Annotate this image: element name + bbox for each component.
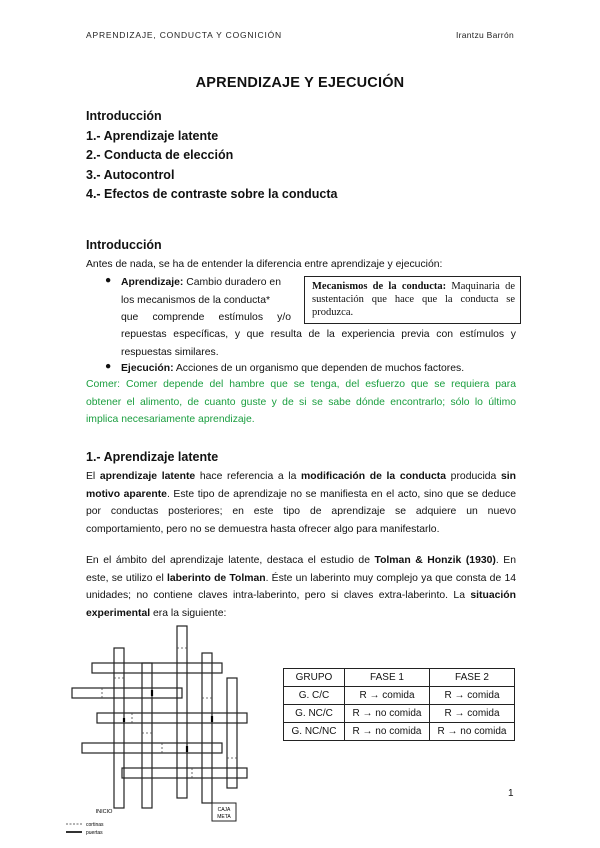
bold-run: situación experimental bbox=[86, 590, 516, 619]
bold-run: sin motivo aparente bbox=[86, 471, 516, 500]
start-label: INICIO bbox=[95, 809, 113, 815]
aprendizaje-text-rest bbox=[121, 326, 516, 361]
aprendizaje-term: Aprendizaje: bbox=[121, 277, 184, 288]
ejecucion-term: Ejecución: bbox=[121, 363, 174, 374]
toc-item: 4.- Efectos de contraste sobre la conducta bbox=[86, 187, 338, 201]
text-run: . Éste un laberinto muy complejo ya que consta de 14 unidades; no contiene claves intra-laberinto, pero si claves extra-laberinto. La bbox=[86, 572, 516, 602]
header-right: Irantzu Barrón bbox=[455, 30, 514, 40]
definition-term: Mecanismos de la conducta: bbox=[312, 281, 447, 292]
aprendizaje-text-5: respuestas similares. bbox=[121, 346, 219, 358]
example-line-3: implica necesariamente aprendizaje. bbox=[86, 414, 255, 426]
aprendizaje-text-1: Cambio duradero en bbox=[183, 277, 281, 288]
table-cell: R → comida bbox=[430, 687, 515, 705]
toc-item: 1.- Aprendizaje latente bbox=[86, 128, 219, 143]
table-row bbox=[284, 723, 515, 741]
bold-run: modificación de la conducta bbox=[301, 471, 447, 482]
aprendizaje-text-2: los mecanismos de la conducta* bbox=[121, 294, 271, 306]
ejecucion-definition bbox=[121, 360, 516, 378]
definition-box bbox=[304, 276, 521, 324]
toc-item: 3.- Autocontrol bbox=[86, 167, 175, 182]
header-left: APRENDIZAJE, CONDUCTA Y COGNICIÓN bbox=[86, 30, 282, 40]
table-of-contents bbox=[86, 107, 337, 205]
text-run: En el ámbito del aprendizaje latente, destaca el estudio de bbox=[86, 555, 375, 566]
goal-label-2: META bbox=[217, 814, 231, 820]
table-header: FASE 2 bbox=[430, 669, 515, 687]
example-comer bbox=[86, 376, 516, 429]
aprendizaje-definition-wrap bbox=[121, 274, 291, 327]
table-cell: R → no comida bbox=[430, 723, 515, 741]
aprendizaje-text-4: repuestas específicas, y que resulta de la experiencia previa con estímulos y bbox=[121, 329, 516, 340]
bullet-dot: ● bbox=[105, 275, 112, 286]
groups-table bbox=[283, 668, 515, 741]
table-cell: G. NC/C bbox=[284, 705, 345, 723]
table-cell: G. NC/NC bbox=[284, 723, 345, 741]
text-run: hace referencia a la bbox=[195, 471, 302, 482]
toc-item: 2.- Conducta de elección bbox=[86, 148, 234, 162]
section1-heading: 1.- Aprendizaje latente bbox=[86, 450, 219, 464]
legend-puertas: puertas bbox=[86, 830, 103, 836]
intro-heading: Introducción bbox=[86, 238, 162, 252]
section1-paragraph-1 bbox=[86, 468, 516, 538]
text-run: . Este tipo de aprendizaje no se manifiesta en el acto, sino que se deduce por conductas posteriores; en este tipo de aprendizaje se adquiere un nuevo comportamiento, pero no se demuestra hasta ofrecer algo para manifestarlo. bbox=[86, 488, 516, 535]
intro-lead: Antes de nada, se ha de entender la diferencia entre aprendizaje y ejecución: bbox=[86, 259, 443, 270]
bold-run: Tolman & Honzik (1930) bbox=[374, 555, 496, 566]
table-cell: R → no comida bbox=[345, 705, 430, 723]
text-run: producida bbox=[446, 471, 501, 482]
goal-label-1: CAJA bbox=[217, 807, 231, 813]
bullet-dot: ● bbox=[105, 361, 112, 372]
bold-run: laberinto de Tolman bbox=[166, 572, 266, 584]
example-line-1: Comer: Comer depende del hambre que se tenga, del esfuerzo que se requiera para bbox=[86, 379, 516, 390]
example-line-2: obtener el alimento, de cuanto guste y de si se sabe dónde encontrarlo; sólo lo último bbox=[86, 396, 516, 408]
table-cell: R → comida bbox=[430, 705, 515, 723]
table-cell: G. C/C bbox=[284, 687, 345, 705]
table-row bbox=[284, 687, 515, 705]
definition-text: Maquinaria de sustentación que hace que la conducta se produzca. bbox=[312, 281, 515, 318]
table-cell: R → comida bbox=[345, 687, 430, 705]
ejecucion-text: Acciones de un organismo que dependen de muchos factores. bbox=[173, 363, 465, 374]
legend-cortinas: cortinas bbox=[86, 822, 104, 828]
tolman-maze-diagram bbox=[62, 618, 262, 838]
bold-run: aprendizaje latente bbox=[99, 471, 196, 482]
table-header-row bbox=[284, 669, 515, 687]
text-run: El bbox=[86, 471, 100, 482]
table-row bbox=[284, 705, 515, 723]
page-number: 1 bbox=[508, 788, 514, 799]
page-title: APRENDIZAJE Y EJECUCIÓN bbox=[195, 75, 405, 91]
aprendizaje-text-3: que comprende estímulos y/o bbox=[121, 312, 291, 324]
text-run: era la siguiente: bbox=[150, 607, 227, 619]
table-header: GRUPO bbox=[284, 669, 345, 687]
section1-paragraph-2 bbox=[86, 552, 516, 622]
table-cell: R → no comida bbox=[345, 723, 430, 741]
toc-item: Introducción bbox=[86, 109, 162, 123]
text-run: . En este, se utilizo el bbox=[86, 555, 517, 584]
table-header: FASE 1 bbox=[345, 669, 430, 687]
